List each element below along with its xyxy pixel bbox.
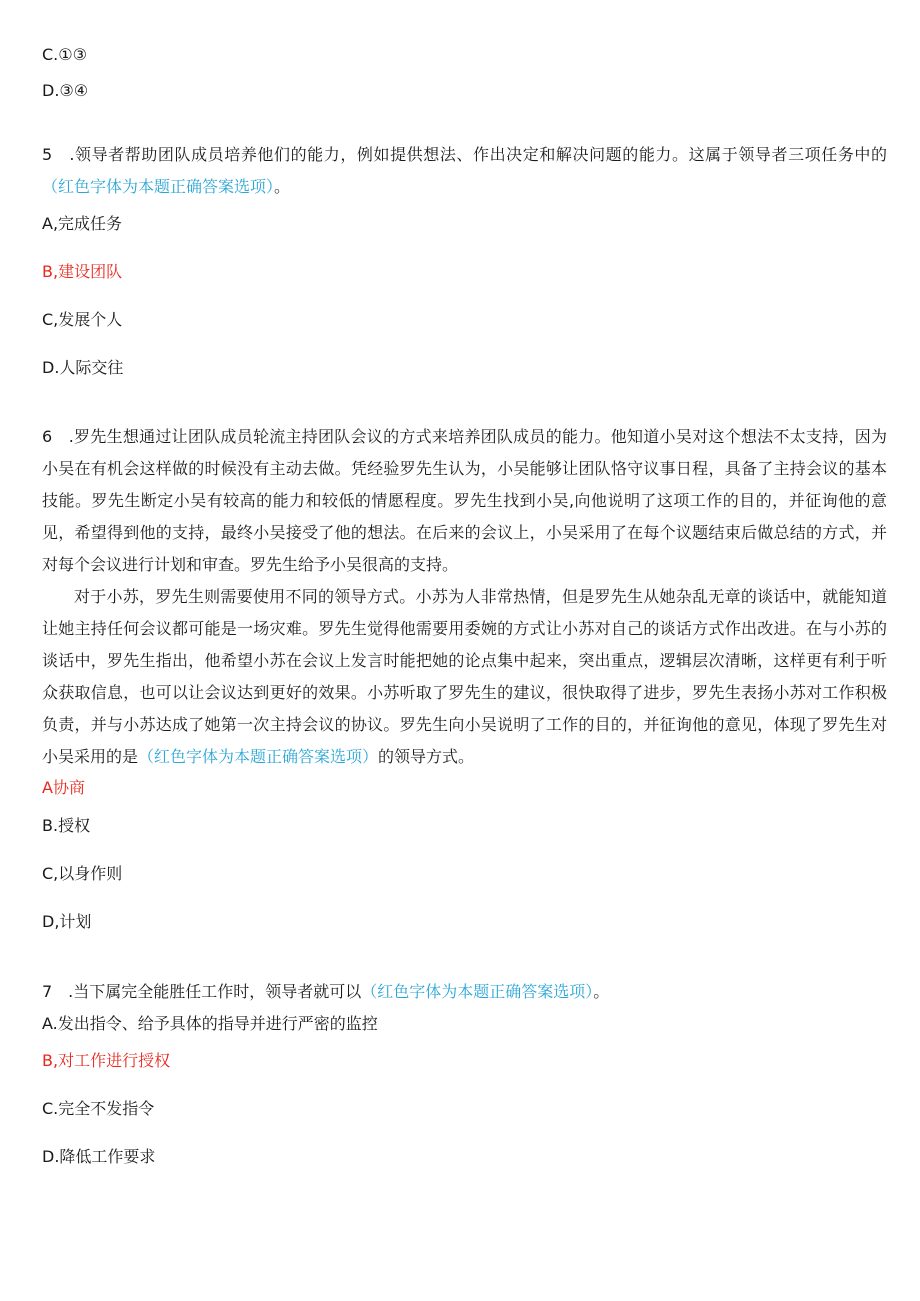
- q4-option-c: C.①③: [42, 45, 87, 64]
- q6-stem-text: 对于小苏，罗先生则需要使用不同的领导方式。小苏为人非常热情，但是罗先生从她杂乱无章的谈话中，就能知道让她主持任何会议都可能是一场灾难。罗先生觉得他需要用委婉的方式让小苏对自己的谈话方式作出改进。在与小苏的谈话中，罗先生指出，他希望小苏在会议上发言时能把她的论点集中起来，突出重点，逻辑层次清晰，这样更有利于听众获取信息，也可以让会议达到更好的效果。小苏听取了罗先生的建议，很快取得了进步，罗先生表扬小苏对工作积极负责，并与小苏达成了她第一次主持会议的协议。罗先生向小吴说明了工作的目的，并征询他的意见，体现了罗先生对小吴采用的是: [42, 587, 887, 766]
- q6-option-c: C,以身作则: [42, 864, 123, 883]
- q7-stem-end: 。: [593, 982, 610, 1001]
- q6-stem-end: 的领导方式。: [378, 747, 475, 766]
- q7-stem-text: 7 .当下属完全能胜任工作时，领导者就可以: [42, 982, 362, 1001]
- q7-option-a: A.发出指令、给予具体的指导并进行严密的监控: [42, 1014, 378, 1033]
- q5-stem-end: 。: [274, 177, 291, 196]
- q5-option-c: C,发展个人: [42, 310, 123, 329]
- q5-option-a: A,完成任务: [42, 214, 123, 233]
- q6-stem-paragraph-2: [42, 581, 887, 773]
- q6-answer-hint: （红色字体为本题正确答案选项）: [138, 747, 379, 766]
- q7-stem: [42, 982, 609, 1002]
- q6-option-b: B.授权: [42, 816, 91, 835]
- q4-option-d: D.③④: [42, 81, 89, 100]
- q7-option-b-correct: B,对工作进行授权: [42, 1051, 171, 1070]
- q5-stem-text: 5 .领导者帮助团队成员培养他们的能力，例如提供想法、作出决定和解决问题的能力。这属于领导者三项任务中的: [42, 145, 887, 164]
- q6-option-d: D,计划: [42, 912, 92, 931]
- q7-option-c: C.完全不发指令: [42, 1099, 155, 1118]
- q5-answer-hint: （红色字体为本题正确答案选项）: [42, 177, 275, 196]
- q7-answer-hint: （红色字体为本题正确答案选项）: [361, 982, 594, 1001]
- q5-option-d: D.人际交往: [42, 358, 124, 377]
- q6-stem-paragraph-1: 6 .罗先生想通过让团队成员轮流主持团队会议的方式来培养团队成员的能力。他知道小吴对这个想法不太支持，因为小吴在有机会这样做的时候没有主动去做。凭经验罗先生认为，小吴能够让团队恪守议事日程，具备了主持会议的基本技能。罗先生断定小吴有较高的能力和较低的情愿程度。罗先生找到小吴,向他说明了这项工作的目的，并征询他的意见，希望得到他的支持，最终小吴接受了他的想法。在后来的会议上，小吴采用了在每个议题结束后做总结的方式，并对每个会议进行计划和审查。罗先生给予小吴很高的支持。: [42, 427, 887, 574]
- q5-stem: [42, 139, 887, 203]
- q6-option-a-correct: A协商: [42, 778, 85, 797]
- q5-option-b-correct: B,建设团队: [42, 262, 123, 281]
- q7-option-d: D.降低工作要求: [42, 1147, 156, 1166]
